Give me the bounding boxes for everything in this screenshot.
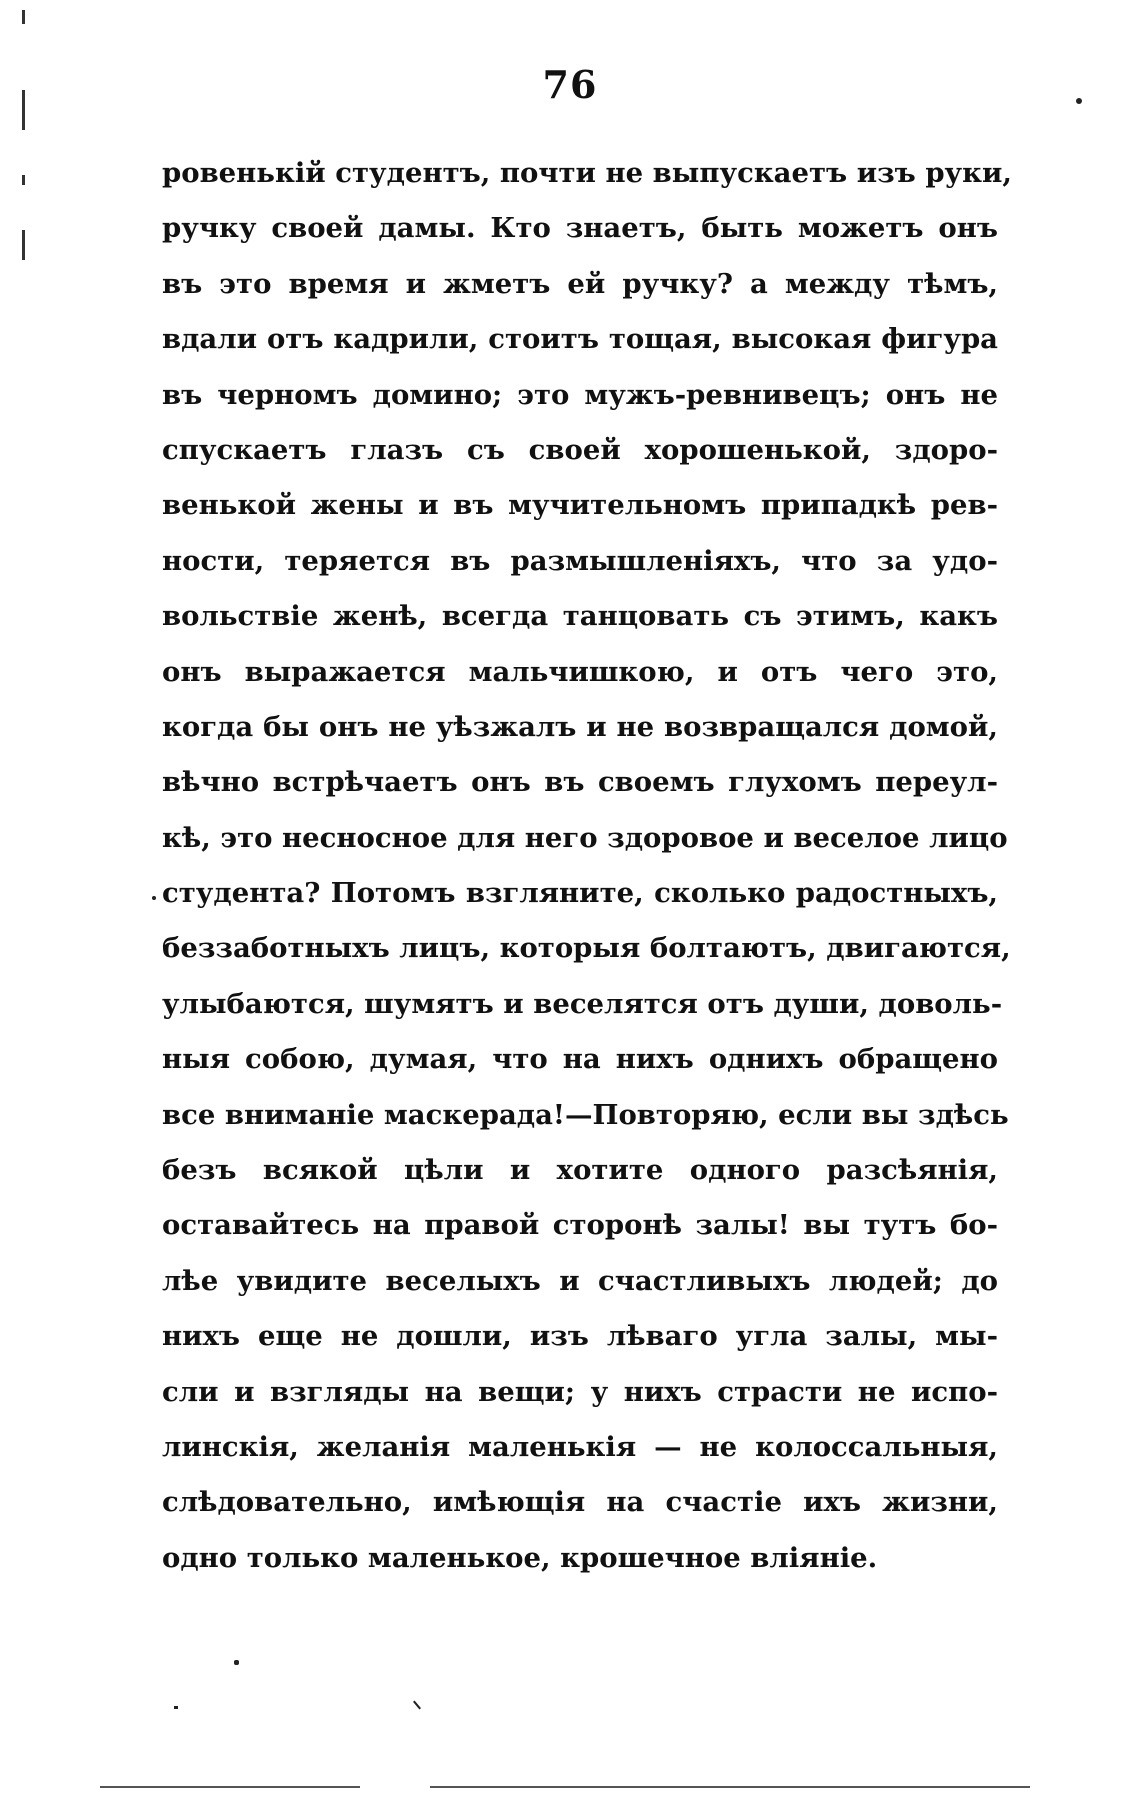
text-line: ныя собою, думая, что на нихъ однихъ обращено <box>162 1043 998 1076</box>
scan-speck <box>152 896 156 900</box>
text-line: онъ выражается мальчишкою, и отъ чего это, <box>162 655 998 688</box>
text-line: спускаетъ глазъ съ своей хорошенькой, здоро- <box>162 433 998 466</box>
text-line: одно только маленькое, крошечное вліяніе. <box>162 1541 878 1574</box>
scan-edge-mark <box>22 10 25 24</box>
text-line: ности, теряется въ размышленіяхъ, что за удо- <box>162 544 998 577</box>
text-line: кѣ, это несносное для него здоровое и веселое лицо <box>162 821 1008 854</box>
text-line: все вниманіе маскерада!—Повторяю, если вы здѣсь <box>162 1098 1009 1131</box>
text-line: сли и взгляды на вещи; у нихъ страсти не испо- <box>162 1375 998 1408</box>
text-line: венькой жены и въ мучительномъ припадкѣ рев- <box>162 489 998 522</box>
scan-bottom-edge <box>430 1786 1030 1788</box>
scan-edge-mark <box>22 230 25 260</box>
body-text <box>162 146 1012 1586</box>
text-line: въ черномъ домино; это мужъ-ревнивецъ; онъ не <box>162 378 998 411</box>
text-line: вольствіе женѣ, всегда танцовать съ этимъ, какъ <box>162 600 998 633</box>
scan-edge-mark <box>22 90 25 130</box>
text-line: линскія, желанія маленькія — не колоссальныя, <box>162 1430 998 1463</box>
text-line: ровенькій студентъ, почти не выпускаетъ изъ руки, <box>162 157 1012 189</box>
text-line: безъ всякой цѣли и хотите одного разсѣянія, <box>162 1154 998 1187</box>
text-line: въ это время и жметъ ей ручку? а между тѣмъ, <box>162 267 998 300</box>
text-line: беззаботныхъ лицъ, которыя болтаютъ, двигаются, <box>162 932 1011 965</box>
text-line: оставайтесь на правой сторонѣ залы! вы тутъ бо- <box>162 1209 998 1242</box>
scan-edge-mark <box>22 175 25 185</box>
text-line: когда бы онъ не уѣзжалъ и не возвращался домой, <box>162 710 998 743</box>
text-line: вѣчно встрѣчаетъ онъ въ своемъ глухомъ переул- <box>162 766 998 799</box>
scan-speck <box>1076 98 1082 104</box>
text-line: вдали отъ кадрили, стоитъ тощая, высокая фигура <box>162 323 998 356</box>
text-line: ручку своей дамы. Кто знаетъ, быть можетъ онъ <box>162 212 998 245</box>
page-number: 76 <box>542 62 598 107</box>
scan-speck <box>174 1706 178 1709</box>
scan-speck <box>234 1660 239 1665</box>
scan-speck <box>413 1701 421 1710</box>
text-line: улыбаются, шумятъ и веселятся отъ души, доволь- <box>162 987 1003 1020</box>
text-line: нихъ еще не дошли, изъ лѣваго угла залы, мы- <box>162 1320 998 1353</box>
text-line: лѣе увидите веселыхъ и счастливыхъ людей; до <box>162 1264 998 1297</box>
text-line: слѣдовательно, имѣющія на счастіе ихъ жизни, <box>162 1486 998 1519</box>
scan-bottom-edge <box>100 1786 360 1788</box>
text-line: студента? Потомъ взгляните, сколько радостныхъ, <box>162 877 998 910</box>
